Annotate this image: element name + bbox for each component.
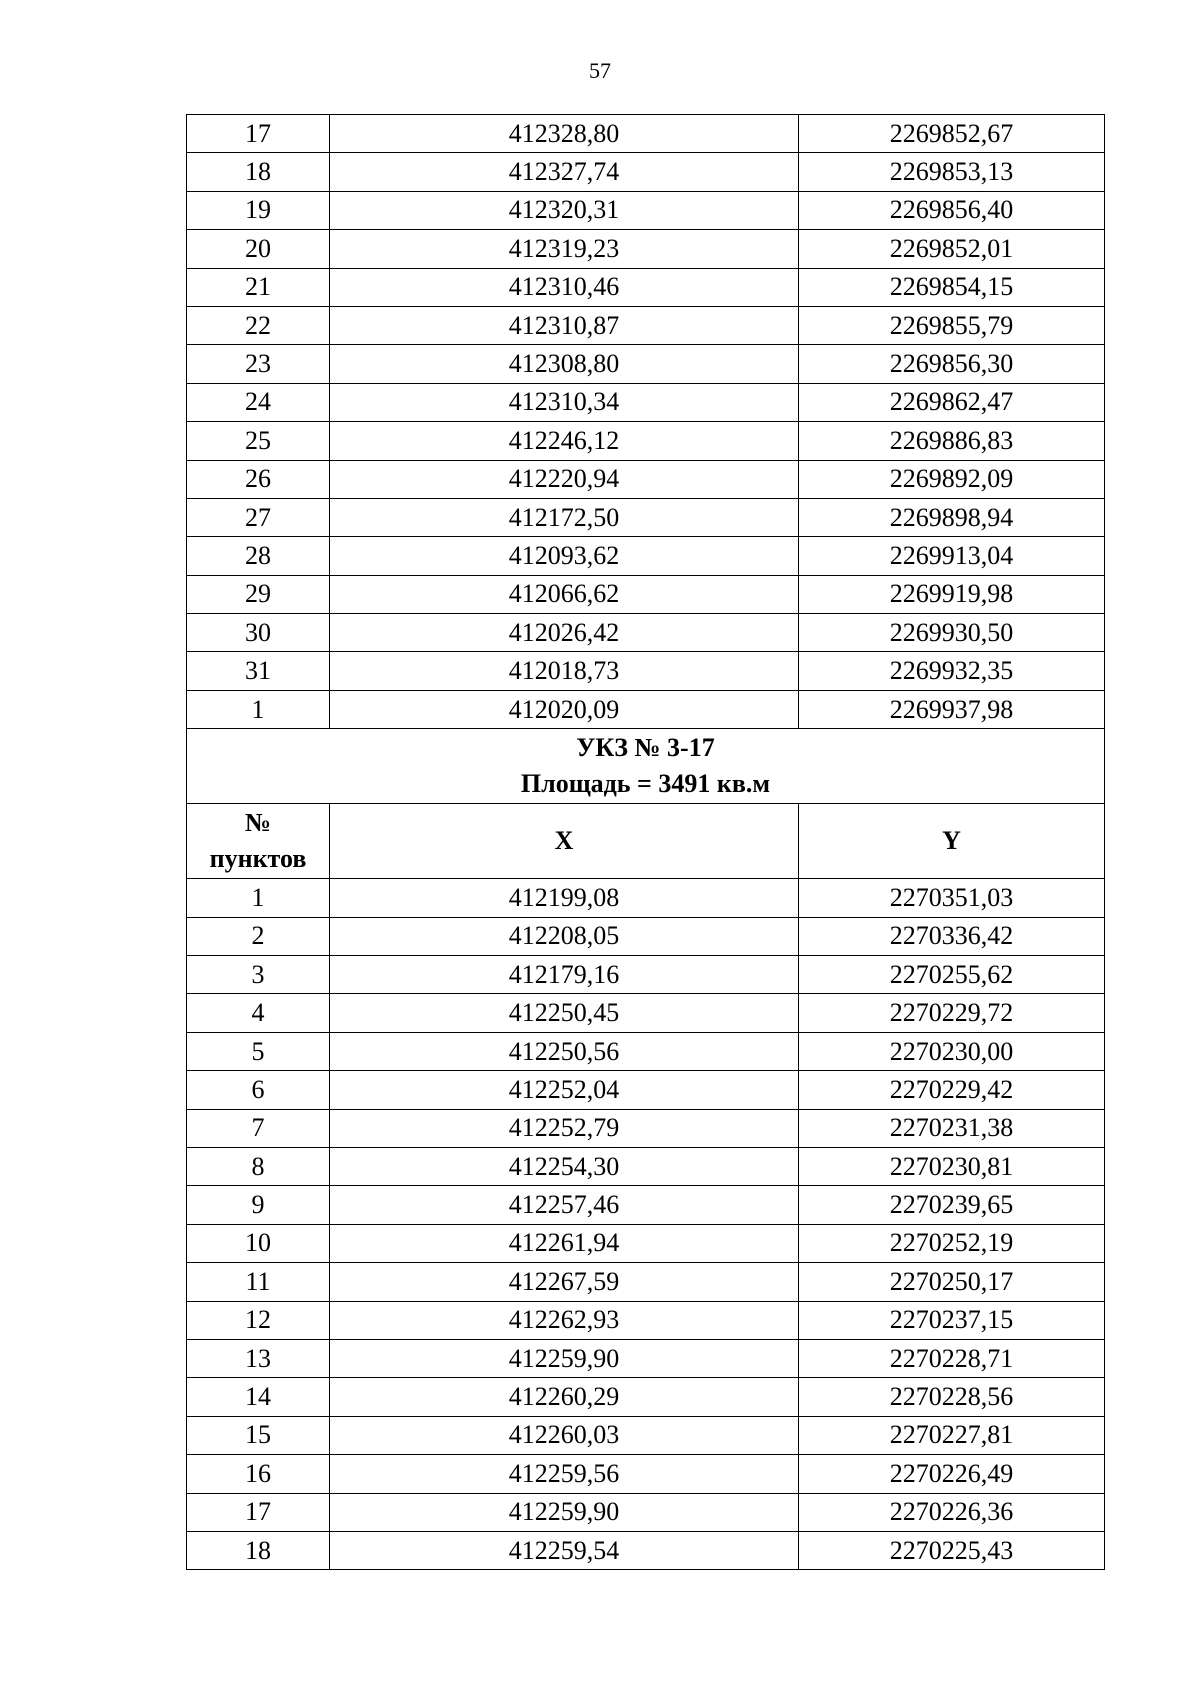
- point-number-cell: 1: [187, 879, 330, 917]
- y-coordinate-cell: 2269937,98: [799, 690, 1105, 728]
- point-number-cell: 2: [187, 917, 330, 955]
- point-number-cell: 10: [187, 1224, 330, 1262]
- y-coordinate-cell: 2270228,71: [799, 1339, 1105, 1377]
- point-number-cell: 21: [187, 268, 330, 306]
- x-coordinate-cell: 412250,56: [330, 1032, 799, 1070]
- table-row: [187, 1339, 1105, 1377]
- table-row: [187, 1186, 1105, 1224]
- table-row: [187, 537, 1105, 575]
- point-number-cell: 31: [187, 652, 330, 690]
- y-coordinate-cell: 2269856,40: [799, 191, 1105, 229]
- column-header-x: X: [330, 804, 799, 879]
- point-number-cell: 1: [187, 690, 330, 728]
- x-coordinate-cell: 412310,46: [330, 268, 799, 306]
- table-section: [187, 729, 1105, 879]
- table-row: [187, 383, 1105, 421]
- y-coordinate-cell: 2269856,30: [799, 345, 1105, 383]
- x-coordinate-cell: 412259,54: [330, 1531, 799, 1569]
- section-cell: [187, 729, 1105, 804]
- column-header-y: Y: [799, 804, 1105, 879]
- y-coordinate-cell: 2269932,35: [799, 652, 1105, 690]
- y-coordinate-cell: 2269852,67: [799, 115, 1105, 153]
- coordinates-table: [186, 114, 1105, 1570]
- table-row: [187, 230, 1105, 268]
- x-coordinate-cell: 412260,29: [330, 1378, 799, 1416]
- y-coordinate-cell: 2270351,03: [799, 879, 1105, 917]
- table-row: [187, 422, 1105, 460]
- table-row: [187, 191, 1105, 229]
- x-coordinate-cell: 412093,62: [330, 537, 799, 575]
- point-number-cell: 24: [187, 383, 330, 421]
- y-coordinate-cell: 2269930,50: [799, 614, 1105, 652]
- x-coordinate-cell: 412267,59: [330, 1263, 799, 1301]
- x-coordinate-cell: 412020,09: [330, 690, 799, 728]
- section-title: УКЗ № 3-17: [576, 733, 715, 763]
- point-number-cell: 11: [187, 1263, 330, 1301]
- y-coordinate-cell: 2270228,56: [799, 1378, 1105, 1416]
- point-number-cell: 18: [187, 153, 330, 191]
- table-row: [187, 575, 1105, 613]
- x-coordinate-cell: 412252,79: [330, 1109, 799, 1147]
- x-coordinate-cell: 412259,56: [330, 1455, 799, 1493]
- table-row: [187, 1378, 1105, 1416]
- y-coordinate-cell: 2270225,43: [799, 1531, 1105, 1569]
- table-row: [187, 1493, 1105, 1531]
- x-coordinate-cell: 412262,93: [330, 1301, 799, 1339]
- table-row: [187, 1147, 1105, 1185]
- x-coordinate-cell: 412246,12: [330, 422, 799, 460]
- x-coordinate-cell: 412260,03: [330, 1416, 799, 1454]
- table-row: [187, 1301, 1105, 1339]
- x-coordinate-cell: 412257,46: [330, 1186, 799, 1224]
- table-row: [187, 1032, 1105, 1070]
- x-coordinate-cell: 412259,90: [330, 1339, 799, 1377]
- x-coordinate-cell: 412308,80: [330, 345, 799, 383]
- table-row: [187, 1071, 1105, 1109]
- y-coordinate-cell: 2269855,79: [799, 306, 1105, 344]
- point-number-cell: 7: [187, 1109, 330, 1147]
- point-number-cell: 25: [187, 422, 330, 460]
- table-row: [187, 652, 1105, 690]
- table-row: [187, 498, 1105, 536]
- table-row: [187, 690, 1105, 728]
- x-coordinate-cell: 412018,73: [330, 652, 799, 690]
- x-coordinate-cell: 412310,34: [330, 383, 799, 421]
- y-coordinate-cell: 2270227,81: [799, 1416, 1105, 1454]
- table-row: [187, 1224, 1105, 1262]
- table-row: [187, 1455, 1105, 1493]
- x-coordinate-cell: 412320,31: [330, 191, 799, 229]
- y-coordinate-cell: 2270230,81: [799, 1147, 1105, 1185]
- point-number-cell: 26: [187, 460, 330, 498]
- y-coordinate-cell: 2269852,01: [799, 230, 1105, 268]
- page-number: 57: [589, 58, 611, 83]
- point-number-cell: 30: [187, 614, 330, 652]
- point-number-cell: 20: [187, 230, 330, 268]
- y-coordinate-cell: 2270237,15: [799, 1301, 1105, 1339]
- point-number-cell: 8: [187, 1147, 330, 1185]
- y-coordinate-cell: 2269886,83: [799, 422, 1105, 460]
- table-row: [187, 1109, 1105, 1147]
- y-coordinate-cell: 2270336,42: [799, 917, 1105, 955]
- x-coordinate-cell: 412250,45: [330, 994, 799, 1032]
- y-coordinate-cell: 2270226,36: [799, 1493, 1105, 1531]
- y-coordinate-cell: 2270226,49: [799, 1455, 1105, 1493]
- point-number-cell: 17: [187, 115, 330, 153]
- section-header-row: [187, 729, 1105, 804]
- section-area: Площадь = 3491 кв.м: [520, 769, 771, 799]
- point-number-cell: 5: [187, 1032, 330, 1070]
- table-row: [187, 1416, 1105, 1454]
- y-coordinate-cell: 2269854,15: [799, 268, 1105, 306]
- x-coordinate-cell: 412319,23: [330, 230, 799, 268]
- column-header-number-line2: пунктов: [209, 844, 307, 874]
- table-body-top: [187, 115, 1105, 729]
- x-coordinate-cell: 412172,50: [330, 498, 799, 536]
- y-coordinate-cell: 2270250,17: [799, 1263, 1105, 1301]
- point-number-cell: 18: [187, 1531, 330, 1569]
- point-number-cell: 6: [187, 1071, 330, 1109]
- table-row: [187, 115, 1105, 153]
- point-number-cell: 13: [187, 1339, 330, 1377]
- y-coordinate-cell: 2270230,00: [799, 1032, 1105, 1070]
- point-number-cell: 3: [187, 956, 330, 994]
- y-coordinate-cell: 2270231,38: [799, 1109, 1105, 1147]
- table-row: [187, 917, 1105, 955]
- point-number-cell: 23: [187, 345, 330, 383]
- point-number-cell: 9: [187, 1186, 330, 1224]
- column-header-number-line1: №: [244, 808, 272, 838]
- point-number-cell: 12: [187, 1301, 330, 1339]
- x-coordinate-cell: 412026,42: [330, 614, 799, 652]
- x-coordinate-cell: 412066,62: [330, 575, 799, 613]
- x-coordinate-cell: 412252,04: [330, 1071, 799, 1109]
- x-coordinate-cell: 412259,90: [330, 1493, 799, 1531]
- y-coordinate-cell: 2270229,72: [799, 994, 1105, 1032]
- table-row: [187, 153, 1105, 191]
- x-coordinate-cell: 412199,08: [330, 879, 799, 917]
- table-row: [187, 879, 1105, 917]
- x-coordinate-cell: 412328,80: [330, 115, 799, 153]
- x-coordinate-cell: 412310,87: [330, 306, 799, 344]
- point-number-cell: 19: [187, 191, 330, 229]
- table-row: [187, 460, 1105, 498]
- table-row: [187, 614, 1105, 652]
- point-number-cell: 4: [187, 994, 330, 1032]
- table-row: [187, 345, 1105, 383]
- table-row: [187, 268, 1105, 306]
- point-number-cell: 22: [187, 306, 330, 344]
- y-coordinate-cell: 2270252,19: [799, 1224, 1105, 1262]
- point-number-cell: 14: [187, 1378, 330, 1416]
- x-coordinate-cell: 412220,94: [330, 460, 799, 498]
- y-coordinate-cell: 2269862,47: [799, 383, 1105, 421]
- x-coordinate-cell: 412254,30: [330, 1147, 799, 1185]
- table-row: [187, 1531, 1105, 1569]
- point-number-cell: 17: [187, 1493, 330, 1531]
- table-body-bottom: [187, 879, 1105, 1570]
- x-coordinate-cell: 412208,05: [330, 917, 799, 955]
- y-coordinate-cell: 2270255,62: [799, 956, 1105, 994]
- point-number-cell: 27: [187, 498, 330, 536]
- table-row: [187, 956, 1105, 994]
- y-coordinate-cell: 2269892,09: [799, 460, 1105, 498]
- point-number-cell: 29: [187, 575, 330, 613]
- column-header-row: [187, 804, 1105, 879]
- y-coordinate-cell: 2269919,98: [799, 575, 1105, 613]
- table-row: [187, 1263, 1105, 1301]
- point-number-cell: 16: [187, 1455, 330, 1493]
- point-number-cell: 28: [187, 537, 330, 575]
- y-coordinate-cell: 2269913,04: [799, 537, 1105, 575]
- y-coordinate-cell: 2270239,65: [799, 1186, 1105, 1224]
- y-coordinate-cell: 2269853,13: [799, 153, 1105, 191]
- point-number-cell: 15: [187, 1416, 330, 1454]
- y-coordinate-cell: 2269898,94: [799, 498, 1105, 536]
- table-row: [187, 994, 1105, 1032]
- x-coordinate-cell: 412327,74: [330, 153, 799, 191]
- column-header-number: [187, 804, 330, 879]
- table-row: [187, 306, 1105, 344]
- y-coordinate-cell: 2270229,42: [799, 1071, 1105, 1109]
- x-coordinate-cell: 412179,16: [330, 956, 799, 994]
- x-coordinate-cell: 412261,94: [330, 1224, 799, 1262]
